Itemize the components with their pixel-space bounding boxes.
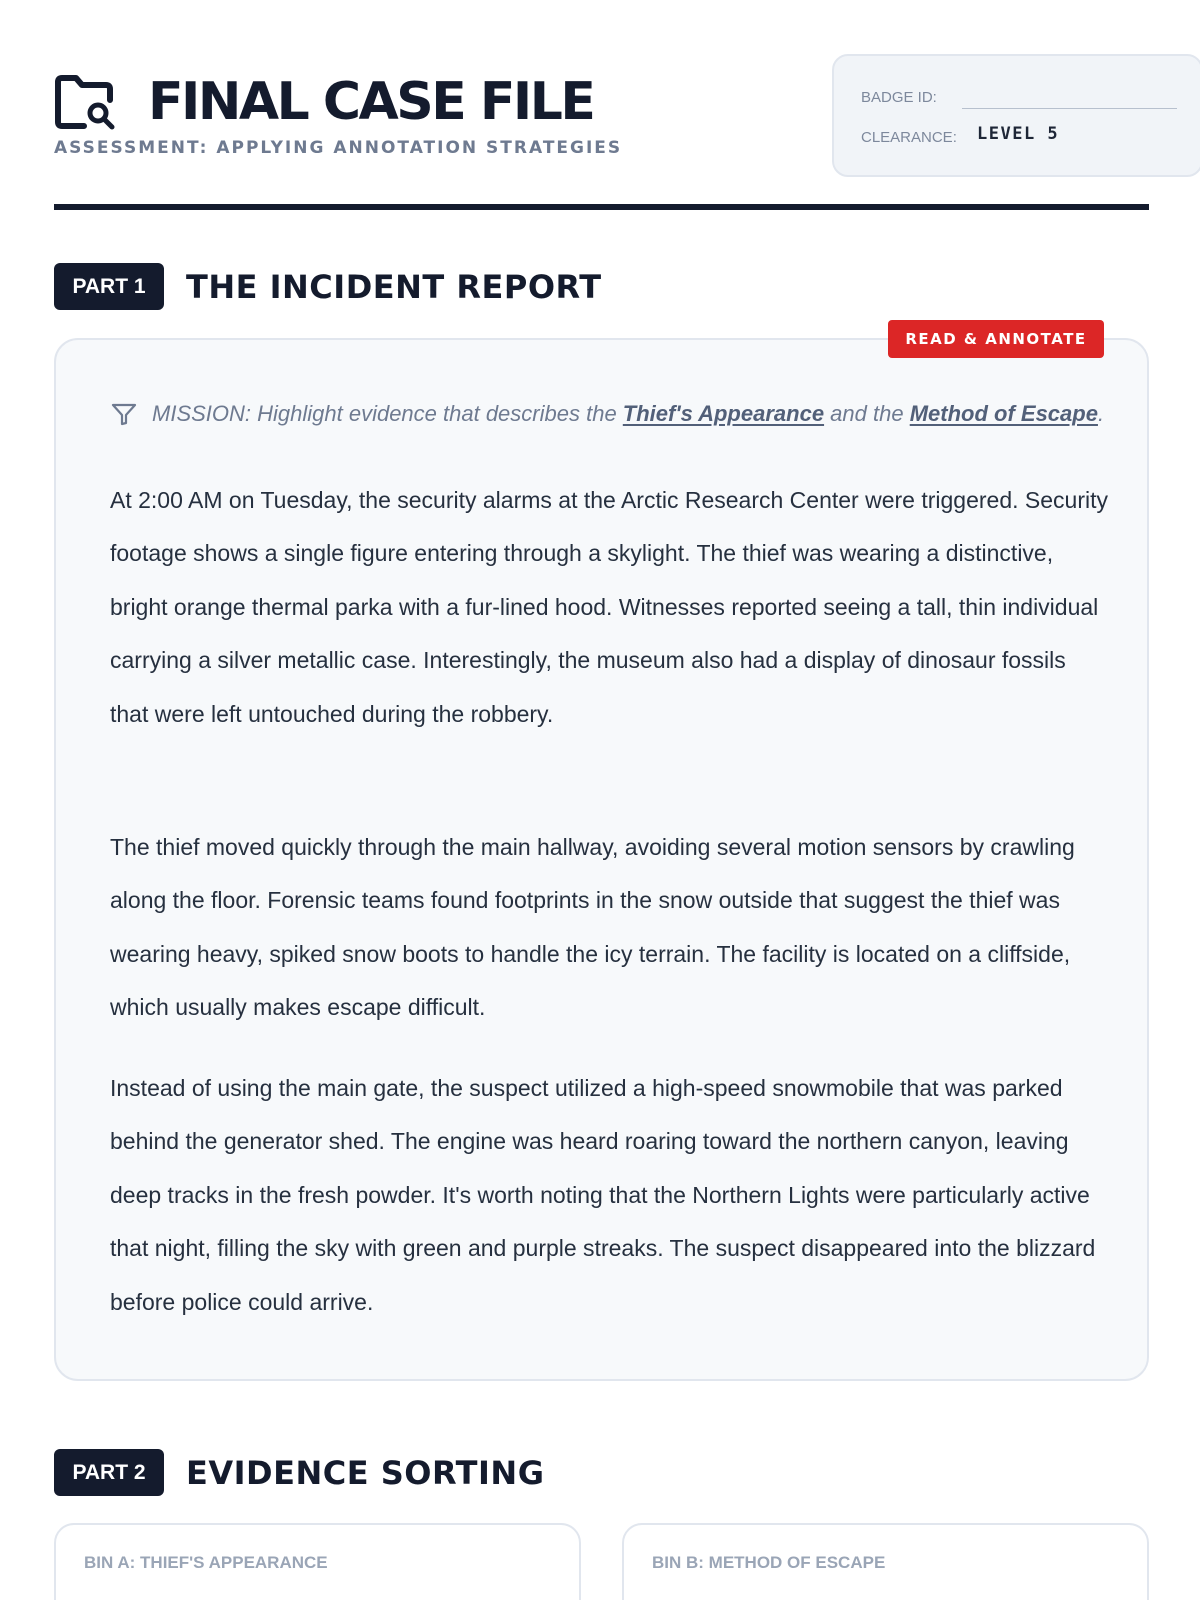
mission-target-escape: Method of Escape: [909, 401, 1098, 426]
part-1-pill: PART 1: [54, 263, 164, 310]
mission-target-appearance: Thief's Appearance: [622, 401, 825, 426]
folder-search-icon: [54, 72, 118, 132]
page-title: FINAL CASE FILE: [148, 72, 594, 132]
report-paragraph-2[interactable]: The thief moved quickly through the main hallway, avoiding several motion sensors by crawling along the floor. Forensic teams found footprints in the snow outside that suggest the thief was wearing heavy, spiked snow boots to handle the icy terrain. The facility is located on a cliffside, which usually makes escape difficult.: [110, 834, 1075, 1021]
mission-prefix: MISSION: Highlight evidence that describes the: [152, 401, 623, 426]
bin-b-escape[interactable]: [622, 1523, 1149, 1600]
report-paragraph-3[interactable]: Instead of using the main gate, the suspect utilized a high-speed snowmobile that was parked behind the generator shed. The engine was heard roaring toward the northern canyon, leaving deep tracks in the fresh powder. It's worth noting that the Northern Lights were particularly active that night, filling the sky with green and purple streaks. The suspect disappeared into the blizzard before police could arrive.: [110, 1075, 1096, 1315]
case-file-header: [54, 54, 1147, 211]
title-row: [54, 72, 593, 132]
clearance-label: CLEARANCE:: [861, 129, 957, 146]
badge-card: [832, 54, 1200, 177]
header-divider: [54, 204, 1149, 210]
filter-icon: [110, 400, 138, 428]
mission-middle: and the: [824, 401, 910, 426]
read-annotate-tag: READ & ANNOTATE: [888, 320, 1104, 358]
part-2-pill: PART 2: [54, 1449, 164, 1496]
mission-suffix: .: [1097, 401, 1105, 426]
mission-instruction: [110, 400, 1120, 428]
badge-id-label: BADGE ID:: [861, 89, 937, 106]
bin-a-label: BIN A: THIEF'S APPEARANCE: [84, 1553, 328, 1572]
part-1-heading: [54, 263, 602, 310]
bin-a-appearance[interactable]: [54, 1523, 581, 1600]
page-subtitle: ASSESSMENT: APPLYING ANNOTATION STRATEGIES: [54, 138, 623, 158]
bin-b-label: BIN B: METHOD OF ESCAPE: [652, 1553, 886, 1572]
part-1-title: THE INCIDENT REPORT: [186, 267, 602, 306]
part-2-heading: [54, 1449, 544, 1496]
badge-id-field[interactable]: [962, 108, 1177, 109]
report-paragraph-1[interactable]: At 2:00 AM on Tuesday, the security alarms at the Arctic Research Center were triggered. Security footage shows a single figure entering through a skylight. The thief was wearing a distinctive, bright orange thermal parka with a fur-lined hood. Witnesses reported seeing a tall, thin individual carrying a silver metallic case. Interestingly, the museum also had a display of dinosaur fossils that were left untouched during the robbery.: [110, 487, 1108, 727]
clearance-value: LEVEL 5: [977, 124, 1060, 144]
mission-text: [152, 401, 1104, 427]
part-2-title: EVIDENCE SORTING: [186, 1453, 545, 1492]
